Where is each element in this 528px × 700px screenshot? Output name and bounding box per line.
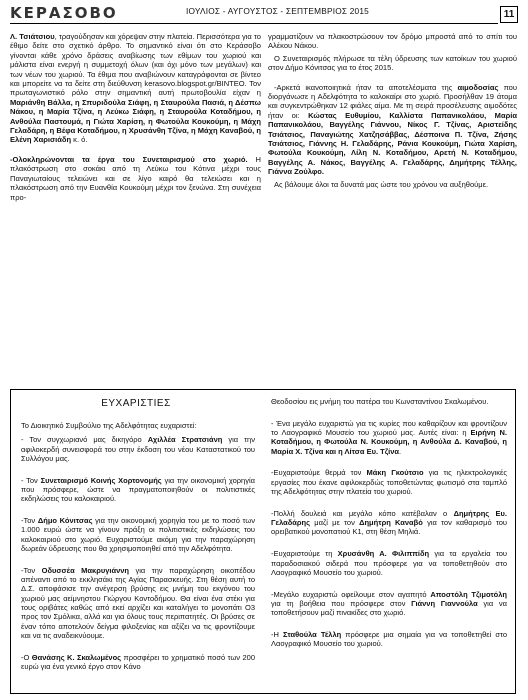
thanks-item: -Ο Θανάσης Κ. Σκαλωμένος προσφέρει το χρηματικό ποσό των 200 ευρώ για ένα γενικό έργο στον Κάνο (21, 652, 255, 671)
thanks-intro: Το Διοικητικό Συμβούλιο της Αδελφότητας ευχαριστεί: (21, 421, 197, 430)
blood-donation-paragraph: -Αρκετά ικανοποιητικά ήταν τα αποτελέσματα της αιμοδοσίας που διοργάνωσε η Αδελφότητα το καλοκαίρι στο χωριό. Προσήλθαν 19 άτομα και συγκεντρώθηκαν 12 φιάλες αίμα. Με τη σειρά προσέλευσης αιμοδότες ήταν οι: Κώστας Ευθυμίου, Καλλίστα Παπανικολάου, Μαρία Παπανικολάου, Βαγγέλης Γιάννου, Νίκος Γ. Τζίνας, Αριστείδης Τσιάτσιος, Παναγιώτης Χατζησάββας, Δέσποινα Π. Τζίνα, Ζήσης Τσιάτσιος, Γιάννης Η. Γελαδάρης, Ράνια Κουκούμη, Γιώτα Χαρίση, Φωτούλα Κουκούμη, Λίλη Ν. Κοταδήμου, Αρετή Ν. Κοταδήμου, Βαγγέλης Α. Νάκος, Βαγγέλης Α. Γελαδάρης, Δημήτρης Τέλλης, Γιάννα Ζούλφο. (268, 82, 517, 177)
thanks-item: -Τον Οδυσσέα Μακρυγιάννη για την παραχώρηση οικοπέδου απέναντι από το εκκλησάκι της Αγίας Παρασκευής. Στη θέση αυτή το Δ.Σ. αποφάσισε την ανέγερση βρύσης εις μνήμη του εκγόνου του χωριού μας αείμνηστου Γιώργου Κοντοδήμου. Θα είναι ένα στέκι για τους οριβάτες καθώς από εκεί αρχίζει και καταλήγει το μονοπάτι Ο3 προς τον Σμόλικα, αλλά και για όλους τους περιπατητές. Οι βρύσες σε έναν τόπο αποτελούν δείγμα φιλοξενίας και αξίζει να τις φροντίζουμε και να τις αναδεικνύουμε. (21, 565, 255, 640)
header-rule (10, 23, 498, 24)
person-name: Λ. Τσιάτσιου (10, 32, 55, 41)
thanks-item: -Η Σταθούλα Τέλλη πρόσφερε μια σημαία για να τοποθετηθεί στο Λαογραφικό Μουσείο του χωριού. (271, 630, 507, 649)
thanks-item: - Τον Συνεταιρισμό Κοινής Χορτονομής για την οικονομική χορηγία που πρόσφερε, ώστε να πραγματοποιηθούν οι πολιτιστικές εκδηλώσεις του καλοκαιριού. (21, 475, 255, 504)
thanks-item: Θεοδοσίου εις μνήμη του πατέρα του Κωνσταντίνου Σκαλωμένου. (271, 397, 489, 406)
thanks-right-column (271, 397, 507, 661)
participants-list: Μαριάνθη Βάλλα, η Σπυριδούλα Σιάφη, η Σταυρούλα Πασιά, η Δέσπω Νάκου, η Μαρία Τζίνα, η Λεύκω Σιάφη, η Σταυρούλα Κοταδήμου, η Ανθούλα Παστουμά, η Γιώτα Χαρίση, η Φωτούλα Κουκούμη, η Μάχη Γελαδάρη, η Βέφα Κοταδήμου, η Χρυσάνθη Τζίνα, η Μάχη Καναβού, η Ελένη Χαρισιάδη (10, 97, 261, 145)
thanks-title: ΕΥΧΑΡΙΣΤΙΕΣ (101, 398, 171, 409)
paving-paragraph: γραμματίζουν να πλακοστρώσουν τον δρόμο μπροστά από το σπίτι του Αλέκου Νάκου. (268, 32, 517, 51)
thanks-item: -Ευχαριστούμε τη Χρυσάνθη Α. Φιλιππίδη για τα εργαλεία του παραδοσιακού σιδερά που πρόσφερε για να τοποθετηθούν στο Λαογραφικό Μουσείο του χωριού. (271, 549, 507, 577)
closing-paragraph: Ας βάλουμε όλοι τα δυνατά μας ώστε του χρόνου να αυξηθούμε. (274, 179, 489, 189)
page-header (10, 4, 518, 24)
thanks-left-column (21, 421, 255, 684)
thanks-item: -Ευχαριστούμε θερμά τον Μάκη Γκούτσιο για τις ηλεκτρολογικές εργασίες που έκανε αφιλοκερδώς τοποθετώντας φωτισμό στα ταμπλό της Αδελφότητας στην πλατεία του χωριού. (271, 468, 508, 497)
thanks-item: -Μεγάλο ευχαριστώ οφείλουμε στον αγαπητό Αποστόλη Τζιμοτόλη για τη βοήθεια που πρόσφερε στον Γιάννη Γιαννούλα για να τοποθετήσουν μαζί πινακίδες στο χωριό. (271, 589, 507, 618)
issue-date: ΙΟΥΛΙΟΣ - ΑΥΓΟΥΣΤΟΣ - ΣΕΠΤΕΜΒΡΙΟΣ 2015 (186, 6, 369, 16)
article-right-column (268, 32, 517, 192)
thanks-item: - Τον συγχωριανό μας δικηγόρο Αχιλλέα Στρατσιάνη για την αφιλοκερδή συνεισφορά του στην έκδοση του νέου Καταστατικού του Συλλόγου μας. (21, 435, 255, 463)
article-left-column (10, 32, 261, 205)
donors-list: Κώστας Ευθυμίου, Καλλίστα Παπανικολάου, Μαρία Παπανικολάου, Βαγγέλης Γιάννου, Νίκος Γ. Τζίνας, Αριστείδης Τσιάτσιος, Παναγιώτης Χατζησάββας, Δέσποινα Π. Τζίνα, Ζήσης Τσιάτσιος, Γιάννης Η. Γελαδάρης, Ράνια Κουκούμη, Γιώτα Χαρίση, Φωτούλα Κουκούμη, Λίλη Ν. Κοταδήμου, Αρετή Ν. Κοταδήμου, Βαγγέλης Α. Νάκος, Βαγγέλης Α. Γελαδάρης, Δημήτρης Τέλλης, Γιάννα Ζούλφο. (268, 110, 517, 177)
water-fees-paragraph: Ο Συνεταιρισμός πλήρωσε τα τέλη ύδρευσης των κατοίκων του χωριού στον Δήμο Κόνιτσας για το έτος 2015. (268, 53, 517, 73)
thanks-box (10, 389, 516, 694)
page-number: 11 (500, 6, 518, 23)
newspaper-logo: ΚΕΡΑΣΟΒΟ (10, 4, 118, 22)
custom-revival-paragraph: Λ. Τσιάτσιου, τραγούδησαν και χόρεψαν στην πλατεία. Περισσότερα για το έθιμο δείτε στο σχετικό άρθρο. Το σημαντικό είναι ότι στο Κεράσοβο γίνονται κάθε χρόνο δράσεις αναβίωσης των εθίμων του χωριού και μάλιστα είναι ενεργή η συμμετοχή όλων (και όχι μόνο των μεγάλων) και των νέων του χωριού. Τα έθιμα που αναβιώνουν καταγράφονται σε βίντεο και μπορείτε να τα δείτε στη διεύθυνση kerasovo.blogspot.gr/ΒΙΝΤΕΟ. Τον πρωταγωνιστικό ρόλο στην σημαντική αυτή πρωτοβουλία είχαν η Μαριάνθη Βάλλα, η Σπυριδούλα Σιάφη, η Σταυρούλα Πασιά, η Δέσπω Νάκου, η Μαρία Τζίνα, η Λεύκω Σιάφη, η Σταυρούλα Κοταδήμου, η Ανθούλα Παστουμά, η Γιώτα Χαρίση, η Φωτούλα Κουκούμη, η Μάχη Γελαδάρη, η Βέφα Κοταδήμου, η Χρυσάνθη Τζίνα, η Μάχη Καναβού, η Ελένη Χαρισιάδη κ. ό. (10, 32, 261, 145)
thanks-item: - Ένα μεγάλο ευχαριστώ για τις κυρίες που καθαρίζουν και φροντίζουν το Λαογραφικό Μουσείο του χωριού μας. Αυτές είναι: η Ειρήνη Ν. Κοταδήμου, η Φωτούλα Ν. Κουκούμη, η Ανθούλα Δ. Καναβού, η Μαρία Χ. Τζίνα και η Λίτσα Ευ. Τζίνα. (271, 418, 507, 456)
thanks-item: -Πολλή δουλειά και μεγάλο κόπο κατέβαλαν ο Δημήτρης Ευ. Γελαδάρης μαζί με τον Δημήτρη Καναβό για τον καθαρισμό του ορειβατικού μονοπατιού Κ1, στη θέση Μηλιά. (271, 508, 507, 537)
thanks-item: -Τον Δήμο Κόνιτσας για την οικονομική χορηγία του με το ποσό των 1.000 ευρώ ώστε να γίνουν πράξη οι πολιτιστικές εκδηλώσεις του καλοκαιριού στο χωριό. Ευχαριστούμε ακόμη για την παραχώρηση δωρεάν ύδρευσης που θα χρησιμοποιηθεί από την Αδελφότητα. (21, 516, 255, 553)
cooperative-works-paragraph: -Ολοκληρώνονται τα έργα του Συνεταιρισμού στο χωριό. Η πλακόστρωση στο σοκάκι από τη Λεύκω του Κότινα μέχρι τους Παναγιωταίους τελειώνει και σε λίγο καιρό θα τελειώσει και η πλακόστρωση από την Ευανθία Κουκούμη μέχρι τον ξενώνα. Στη συνέχεια προ- (10, 154, 261, 202)
